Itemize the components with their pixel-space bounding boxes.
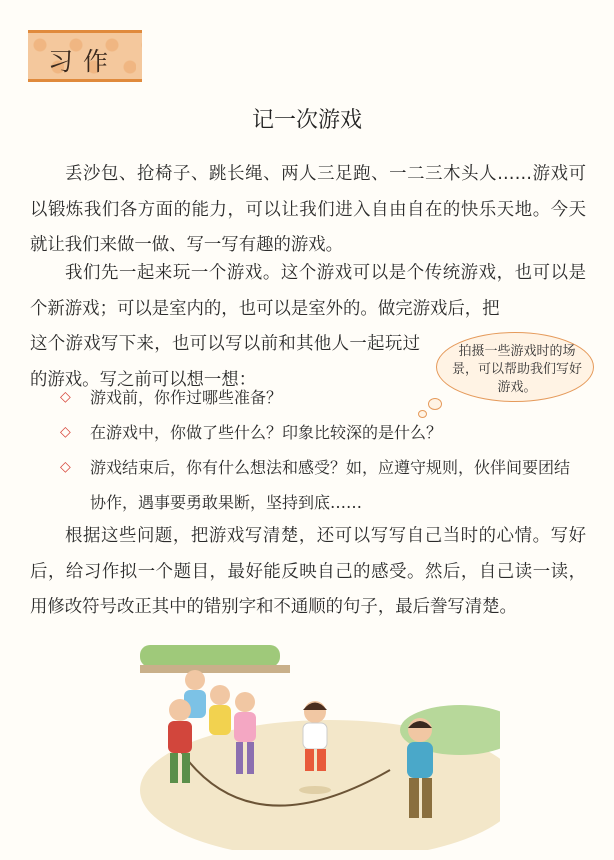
paragraph-closing: 根据这些问题，把游戏写清楚，还可以写写自己当时的心情。写好后，给习作拟一个题目，最好能反映自己的感受。然后，自己读一读，用修改符号改正其中的错别字和不通顺的句子，最后誊写清楚。 [30, 526, 586, 617]
question-list [62, 380, 582, 520]
list-item [62, 450, 582, 520]
diamond-icon: ◇ [60, 389, 71, 405]
paragraph-instructions-a: 我们先一起来玩一个游戏。这个游戏可以是个传统游戏，也可以是个新游戏；可以是室内的，也可以是室外的。做完游戏后，把 [30, 263, 586, 319]
list-item-text: 游戏结束后，你有什么想法和感受？如，应遵守规则，伙伴间要团结协作，遇事要勇敢果断，坚持到底…… [90, 458, 571, 512]
jump-rope-illustration [140, 640, 500, 850]
paragraph-instructions-b: 这个游戏写下来，也可以写以前和其他人一起玩过的游戏。写之前可以想一想： [30, 334, 420, 390]
section-tag [28, 30, 142, 82]
paragraph-intro: 丢沙包、抢椅子、跳长绳、两人三足跑、一二三木头人……游戏可以锻炼我们各方面的能力，可以让我们进入自由自在的快乐天地。今天就让我们来做一做、写一写有趣的游戏。 [30, 164, 586, 255]
section-tag-label: 习作 [48, 47, 119, 76]
list-item-text: 在游戏中，你做了些什么？印象比较深的是什么？ [90, 423, 443, 442]
list-item-text: 游戏前，你作过哪些准备？ [90, 388, 283, 407]
list-item [62, 380, 582, 415]
tip-bubble-text: 拍摄一些游戏时的场景，可以帮助我们写好游戏。 [451, 344, 582, 395]
diamond-icon: ◇ [60, 459, 71, 475]
page-title: 记一次游戏 [251, 108, 362, 133]
list-item [62, 415, 582, 450]
diamond-icon: ◇ [60, 424, 71, 440]
